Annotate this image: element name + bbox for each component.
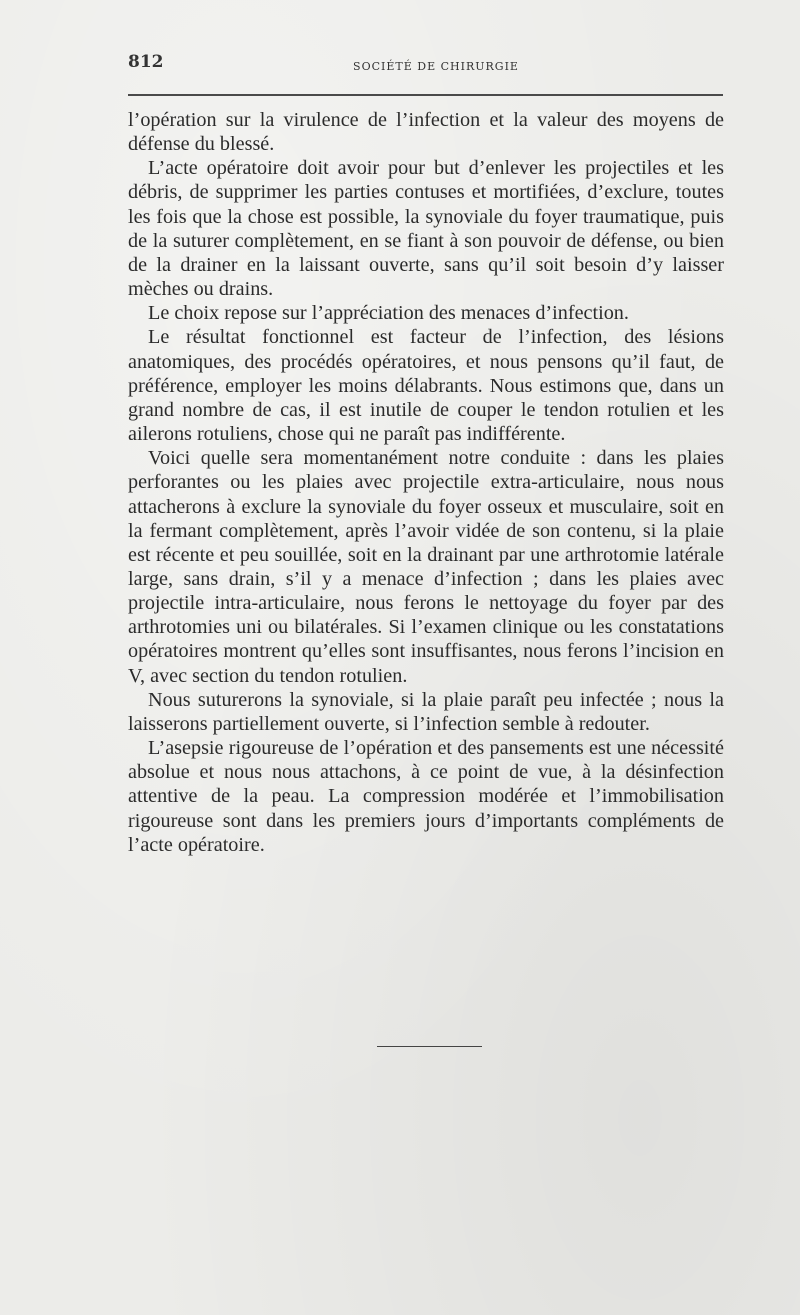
- paragraph-surgical-act: L’acte opératoire doit avoir pour but d’enlever les projectiles et les débris, de supprimer les parties contuses et mortifiées, d’exclure, toutes les fois que la chose est possible, la synoviale du foyer traumatique, puis de la suturer complètement, en se fiant à son pouvoir de défense, ou bien de la drainer en la laissant ouverte, sans qu’il soit besoin d’y laisser mèches ou drains.: [128, 157, 724, 301]
- paragraph-continuation: l’opération sur la virulence de l’infection et la valeur des moyens de défense du blessé.: [128, 109, 724, 156]
- body-text: [128, 108, 724, 857]
- paragraph-functional-result: Le résultat fonctionnel est facteur de l’infection, des lésions anatomiques, des procédés opératoires, et nous pensons qu’il faut, de préférence, employer les moins délabrants. Nous estimons que, dans un grand nombre de cas, il est inutile de couper le tendon rotulien et les ailerons rotuliens, chose qui ne paraît pas indifférente.: [128, 326, 724, 446]
- page-header: [128, 52, 724, 82]
- running-head: SOCIÉTÉ DE CHIRURGIE: [353, 60, 519, 73]
- paragraph-suture: Nous suturerons la synoviale, si la plaie paraît peu infectée ; nous la laisserons partiellement ouverte, si l’infection semble à redouter.: [128, 688, 724, 735]
- paragraph-choice: Le choix repose sur l’appréciation des menaces d’infection.: [148, 302, 629, 325]
- page-number: 812: [128, 52, 164, 72]
- paragraph-asepsis: L’asepsie rigoureuse de l’opération et des pansements est une nécessité absolue et nous nous attachons, à ce point de vue, à la désinfection attentive de la peau. La compression modérée et l’immobilisation rigoureuse sont dans les premiers jours d’importants compléments de l’acte opératoire.: [128, 737, 724, 856]
- paragraph-conduct: Voici quelle sera momentanément notre conduite : dans les plaies perforantes ou les plaies avec projectile extra-articulaire, nous nous attacherons à exclure la synoviale du foyer osseux et musculaire, soit en la fermant complètement, après l’avoir vidée de son contenu, si la plaie est récente et peu souillée, soit en la drainant par une arthrotomie latérale large, sans drain, s’il y a menace d’infection ; dans les plaies avec projectile intra-articulaire, nous ferons le nettoyage du foyer par des arthrotomies uni ou bilatérales. Si l’examen clinique ou les constatations opératoires montrent qu’elles sont insuffisantes, nous ferons l’incision en V, avec section du tendon rotulien.: [128, 447, 724, 687]
- section-end-rule: [377, 1046, 482, 1047]
- header-rule: [128, 94, 723, 96]
